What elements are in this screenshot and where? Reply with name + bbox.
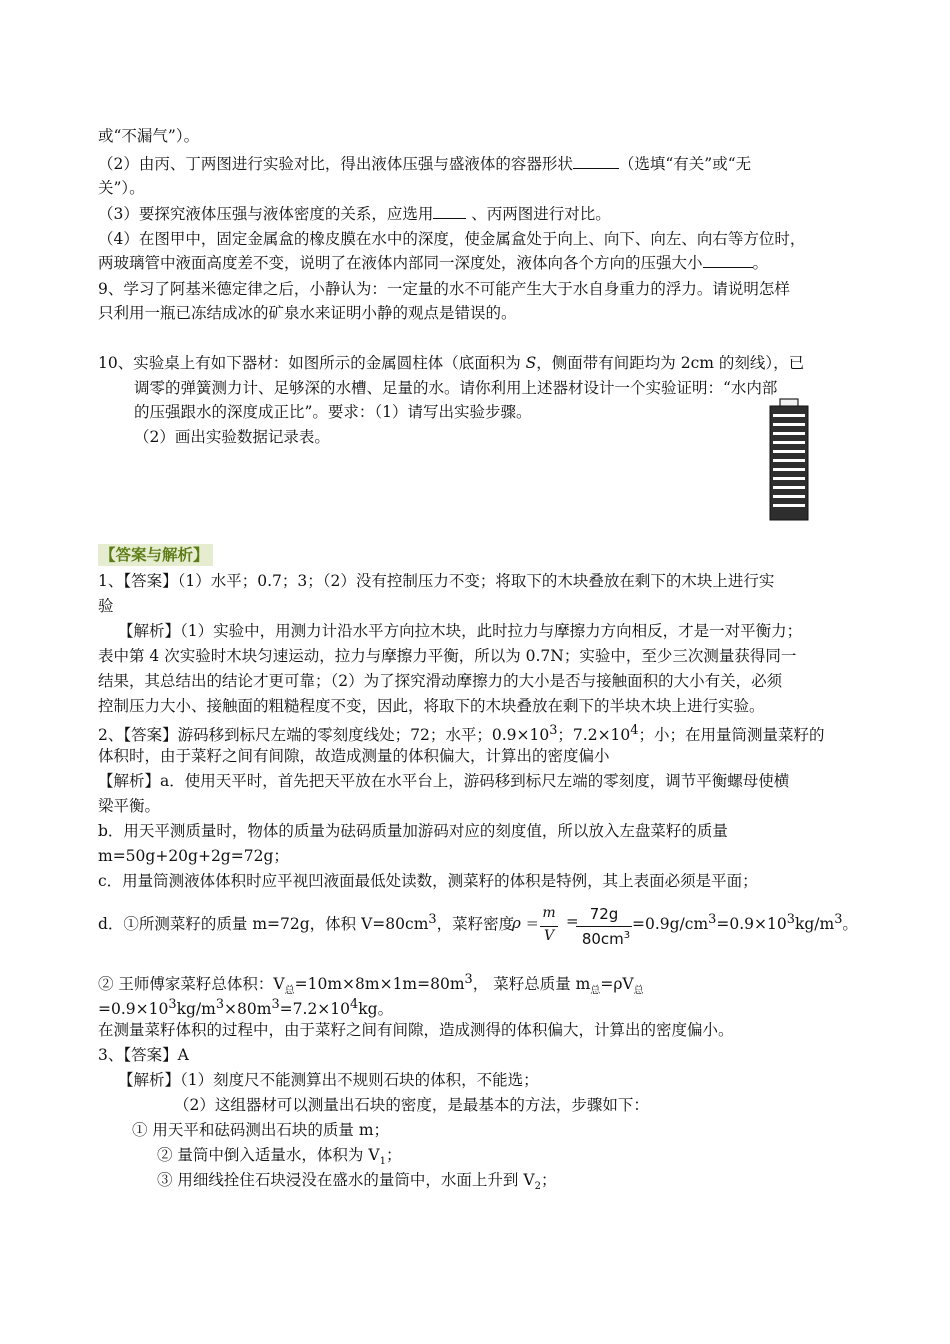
rho-symbol: ρ <box>512 914 521 932</box>
text-line: 10、实验桌上有如下器材：如图所示的金属圆柱体（底面积为 S，侧面带有间距均为 2cm 的刻线），已 <box>98 354 805 372</box>
text-line: 控制压力大小、接触面的粗糙程度不变，因此，将取下的木块叠放在剩下的半块木块上进行实验。 <box>98 697 765 715</box>
text-line: d．①所测菜籽的质量 m=72g，体积 $V=80cm^3$，菜籽密度 <box>98 912 515 934</box>
text-line: （2）这组器材可以测量出石块的密度，是最基本的方法，步骤如下： <box>174 1096 649 1114</box>
text-line: （3）要探究液体压强与液体密度的关系，应选用 、丙两图进行对比。 <box>98 205 611 223</box>
text-line: 两玻璃管中液面高度差不变，说明了在液体内部同一深度处，液体向各个方向的压强大小 。 <box>98 254 769 272</box>
text-line: $=0.9g/cm^3=0.9\times 10^3kg/m^3$。 <box>632 912 858 934</box>
fraction-bar <box>540 926 558 927</box>
text-line: （2）由丙、丁两图进行实验对比，得出液体压强与盛液体的容器形状 （选填“有关”或“无 <box>98 155 752 173</box>
text-line: ② 量筒中倒入适量水，体积为 $V_1$； <box>157 1146 402 1168</box>
equals-sign: = <box>526 914 539 932</box>
text-line: 1、【答案】（1）水平；0.7；3；（2）没有控制压力不变；将取下的木块叠放在剩下的木块上进行实 <box>98 572 775 590</box>
equals-sign: = <box>566 912 579 930</box>
text-line: c．用量筒测液体体积时应平视凹液面最低处读数，测菜籽的体积是特例，其上表面必须是平面； <box>98 872 758 890</box>
text-line: 调零的弹簧测力计、足够深的水槽、足量的水。请你利用上述器材设计一个实验证明：“水内部 <box>134 379 778 397</box>
text-line: 9、学习了阿基米德定律之后，小静认为：一定量的水不可能产生大于水自身重力的浮力。请说明怎样 <box>98 280 790 298</box>
text-line: （4）在图甲中，固定金属盒的橡皮膜在水中的深度，使金属盒处于向上、向下、向左、向右等方位时， <box>98 230 806 248</box>
text-line: ② 王师傅家菜籽总体积：$V_总=10m\times 8m\times 1m=80m^3$， 菜籽总质量 $m_总=\rho V_总$ <box>98 972 644 997</box>
text-line: 或“不漏气”）。 <box>98 127 200 145</box>
text-line: 在测量菜籽体积的过程中，由于菜籽之间有间隙，造成测得的体积偏大，计算出的密度偏小。 <box>98 1021 734 1039</box>
text-line: 2、【答案】游码移到标尺左端的零刻度线处；72；水平；$0.9\times 10^3$；$7.2\times 10^4$；小；在用量筒测量菜籽的 <box>98 723 825 745</box>
text-line: 验 <box>98 597 114 615</box>
text-line: b．用天平测质量时，物体的质量为砝码质量加游码对应的刻度值，所以放入左盘菜籽的质量 <box>98 822 728 840</box>
text-line: 的压强跟水的深度成正比”。要求：（1）请写出实验步骤。 <box>134 403 532 421</box>
text-line: 【解析】（1）实验中，用测力计沿水平方向拉木块，此时拉力与摩擦力方向相反，才是一对平衡力； <box>118 622 803 640</box>
fraction-bar <box>576 926 632 927</box>
fraction-numerator: 72g <box>589 905 619 923</box>
text-line: m=50g+20g+2g=72g； <box>98 847 289 865</box>
text-line: $=0.9\times 10^3kg/m^3\times 80m^3=7.2\times 10^4kg$。 <box>98 997 394 1019</box>
text-line: 【解析】a．使用天平时，首先把天平放在水平台上，游码移到标尺左端的零刻度，调节平衡螺母使横 <box>98 772 790 790</box>
text-line: ① 用天平和砝码测出石块的质量 m； <box>132 1121 390 1139</box>
metal-cylinder-figure <box>768 398 810 524</box>
fraction-denominator: $80cm^3$ <box>581 930 631 948</box>
text-line: 结果，其总结出的结论才更可靠；（2）为了探究滑动摩擦力的大小是否与接触面积的大小有关，必须 <box>98 672 783 690</box>
text-line: 体积时，由于菜籽之间有间隙，故造成测量的体积偏大，计算出的密度偏小 <box>98 747 610 765</box>
text-line: 3、【答案】A <box>98 1046 189 1064</box>
text-line: 梁平衡。 <box>98 797 161 815</box>
text-line: 关”）。 <box>98 179 145 197</box>
answer-blank <box>433 204 466 219</box>
text-line: 【解析】（1）刻度尺不能测算出不规则石块的体积，不能选； <box>118 1071 539 1089</box>
answer-blank <box>573 154 619 169</box>
answer-section-header: 【答案与解析】 <box>98 544 213 566</box>
fraction-denominator: V <box>543 928 555 944</box>
answer-blank <box>703 253 753 268</box>
text-line: （2）画出实验数据记录表。 <box>134 428 330 446</box>
text-line: 表中第 4 次实验时木块匀速运动，拉力与摩擦力平衡，所以为 0.7N；实验中，至少三次测量获得同一 <box>98 647 797 665</box>
text-line: 只利用一瓶已冻结成冰的矿泉水来证明小静的观点是错误的。 <box>98 304 517 322</box>
fraction-numerator: m <box>542 905 556 921</box>
text-line: ③ 用细线拴住石块浸没在盛水的量筒中，水面上升到 $V_2$； <box>157 1171 557 1193</box>
